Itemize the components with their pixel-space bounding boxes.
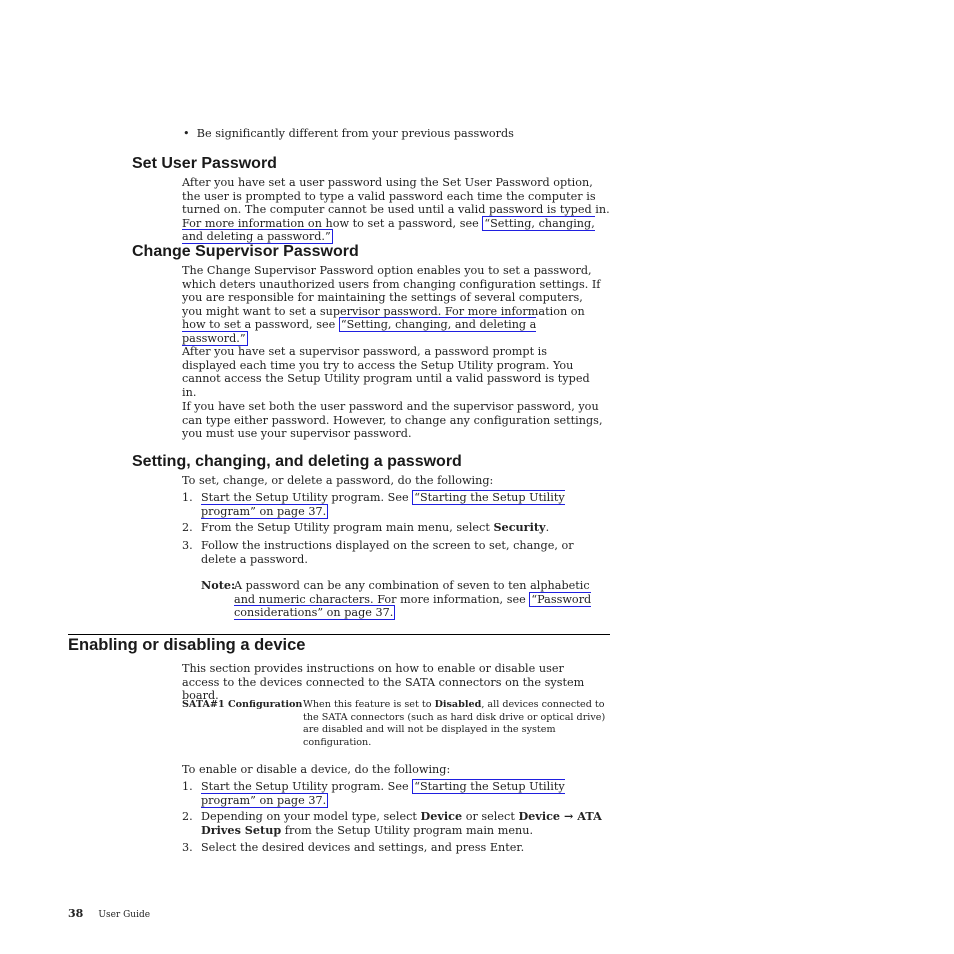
link-starting-setup-utility-2[interactable]: “Starting the Setup Utility program” on page 37. — [201, 780, 565, 807]
note-block: Note: A password can be any combination of seven to ten alphabetic and numeric characters. For more information, see “Password considerations” on page 37. — [201, 578, 592, 620]
setting-intro: To set, change, or delete a password, do the following: — [182, 474, 494, 487]
link-setting-password[interactable]: “Setting, changing, and deleting a password.” — [182, 216, 595, 244]
heading-change-supervisor-password: Change Supervisor Password — [132, 243, 359, 260]
link-setting-password-2[interactable]: “Setting, changing, and deleting a password.” — [182, 318, 537, 345]
setting-step-1: 1. Start the Setup Utility program. See “Starting the Setup Utility program” on page 37. — [182, 491, 565, 518]
set-user-paragraph: After you have set a user password using the Set User Password option, the user is prompted to type a valid password each time the computer is turned on. The computer cannot be used until a valid password is typed in. For more information on how to set a password, see “Setting, changing, and deleting a password.” — [182, 176, 610, 244]
page-number: 38 — [68, 907, 84, 920]
link-password-considerations[interactable]: “Password considerations” on page 37. — [234, 592, 592, 620]
change-super-paragraph-3: If you have set both the user password and the supervisor password, you can type either password. However, to change any configuration settings, you must use your supervisor password. — [182, 400, 603, 441]
change-super-paragraph-1: The Change Supervisor Password option enables you to set a password, which deters unauthorized users from changing configuration settings. If you are responsible for maintaining the settings of several computers, you might want to set a supervisor password. For more information on how to set a password, see “Setting, changing, and deleting a password.” — [182, 264, 601, 345]
enabling-step-2: 2. Depending on your model type, select Device or select Device → ATA Drives Setup from the Setup Utility program main menu. — [182, 809, 602, 837]
bullet-text: Be significantly different from your previous passwords — [196, 127, 514, 140]
enabling-paragraph: This section provides instructions on how to enable or disable user access to the devices connected to the SATA connectors on the system board. — [182, 662, 585, 703]
sata-config-description: When this feature is set to Disabled, all devices connected to the SATA connectors (such as hard disk drive or optical drive) are disabled and will not be displayed in the system configuration. — [303, 699, 606, 748]
enabling-step-1: 1. Start the Setup Utility program. See “Starting the Setup Utility program” on page 37. — [182, 780, 565, 807]
change-super-paragraph-2: After you have set a supervisor password, a password prompt is displayed each time you try to access the Setup Utility program. You cannot access the Setup Utility program until a valid password is typed in. — [182, 345, 590, 399]
footer-doc-title: User Guide — [98, 910, 151, 920]
section-rule — [68, 634, 610, 635]
enabling-step-3: 3. Select the desired devices and settings, and press Enter. — [182, 841, 525, 854]
sata-config-label: SATA#1 Configuration — [182, 699, 303, 710]
heading-set-user-password: Set User Password — [132, 155, 277, 172]
page-footer — [68, 902, 150, 921]
heading-setting-password: Setting, changing, and deleting a password — [132, 453, 462, 470]
enabling-intro: To enable or disable a device, do the following: — [182, 763, 451, 776]
setting-step-3: 3. Follow the instructions displayed on the screen to set, change, or delete a password. — [182, 539, 574, 566]
heading-enabling-device: Enabling or disabling a device — [68, 636, 306, 654]
setting-step-2: 2. From the Setup Utility program main menu, select Security. — [182, 520, 550, 534]
note-label: Note: — [201, 578, 236, 592]
bullet-icon: • — [183, 127, 190, 140]
bullet-item — [183, 127, 623, 141]
link-starting-setup-utility[interactable]: “Starting the Setup Utility program” on page 37. — [201, 491, 565, 518]
